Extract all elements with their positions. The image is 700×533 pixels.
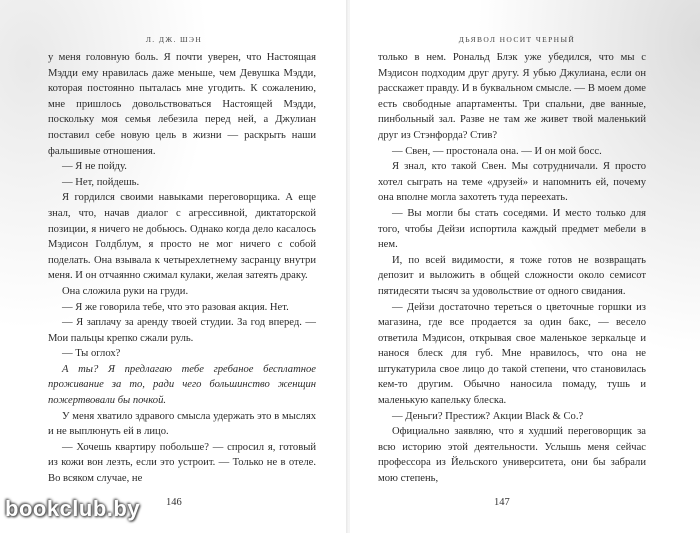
right-page <box>350 0 700 533</box>
paragraph: — Я же говорила тебе, что это разовая акция. Нет. <box>62 301 289 313</box>
paragraph: А ты? Я предлагаю тебе гребаное бесплатное проживание за то, ради чего большинство женщин пожертвовали бы почкой. <box>48 363 316 407</box>
paragraph: — Я заплачу за аренду твоей студии. За год вперед. — Мои пальцы крепко сжали руль. <box>48 317 316 344</box>
paragraph: Я гордился своими навыками переговорщика. А еще знал, что, начав диалог с агрессивной, диктаторской позиции, я ничего не добьюсь. Однако когда дело касалось Мэдисон Голдблум, я просто не мог ничего с собой поделать. Она взывала к четырехлетнему засранцу внутри меня. И он отчаянно сжимал кулаки, желая затеять драку. <box>48 192 316 282</box>
paragraph: — Свен, — простонала она. — И он мой босс. <box>392 145 602 157</box>
paragraph: — Деньги? Престиж? Акции Black & Co.? <box>392 410 584 422</box>
paragraph: Я знал, кто такой Свен. Мы сотрудничали. Я просто хотел сыграть на теме «друзей» и напомнить ей, почему она вполне могла захотеть туда переехать. <box>378 161 646 204</box>
paragraph: — Нет, пойдешь. <box>62 176 140 188</box>
left-page <box>0 0 348 533</box>
page-number-right: 147 <box>494 497 510 508</box>
paragraph: — Дейзи достаточно тереться о цветочные горшки из магазина, где все продается за один бакс, — весело ответила Мэдисон, открывая свое маленькое зеркальце и нанося блеск для губ. Мне нравилось, что она не штукатурила свое лицо до такой степени, что становилась кем-то другим. Обычно наносила помаду, тушь и маленькую капельку блеска. <box>378 301 646 407</box>
paragraph: у меня головную боль. Я почти уверен, что Настоящая Мэдди ему нравилась даже меньше, чем Девушка Мэдди, которая постоянно пыталась мне угодить. К сожалению, мне пришлось довольствоваться Настоящей Мэдди, поскольку моя семья лебезила перед ней, а Джулиан поставил себе новую цель в жизни — раскрыть наши фальшивые отношения. <box>48 52 316 157</box>
paragraph: Она сложила руки на груди. <box>62 285 189 297</box>
paragraph: — Я не пойду. <box>62 161 127 173</box>
paragraph: — Ты оглох? <box>62 348 121 360</box>
paragraph: — Хочешь квартиру побольше? — спросил я, готовый из кожи вон лезть, если это устроит. — Только не в отеле. Во всяком случае, не <box>48 441 316 485</box>
running-header-left: Л. ДЖ. ШЭН <box>145 35 203 44</box>
paragraph: — Вы могли бы стать соседями. И место только для того, чтобы Дейзи испортила каждый предмет мебели в нем. <box>378 207 646 251</box>
paragraph: У меня хватило здравого смысла удержать это в мыслях и не выплюнуть ей в лицо. <box>48 410 316 438</box>
left-page-body <box>48 50 316 487</box>
running-header-right: ДЬЯВОЛ НОСИТ ЧЕРНЫЙ <box>458 35 576 44</box>
paragraph: И, по всей видимости, я тоже готов не возвращать депозит и выложить в общей сложности около семисот пятидесяти тысяч за удовольствие от одного свидания. <box>378 254 646 297</box>
page-number-left: 146 <box>166 497 182 508</box>
right-page-body <box>378 50 646 487</box>
paragraph: Официально заявляю, что я худший переговорщик за всю историю этой деятельности. Услышь меня сейчас профессора из Йельского университета, они бы забрали мою степень, <box>378 426 646 485</box>
paragraph: только в нем. Рональд Блэк уже убедился, что мы с Мэдисон подходим друг другу. Я убью Джулиана, если он расскажет правду. И в буквальном смысле. — В моем доме есть свободные апартаменты. Три спальни, две ванные, пинбольный зал. Разве не там же живет твой маленький друг из Стэнфорда? Стив? <box>378 52 646 141</box>
watermark: bookclub.by <box>5 496 141 521</box>
